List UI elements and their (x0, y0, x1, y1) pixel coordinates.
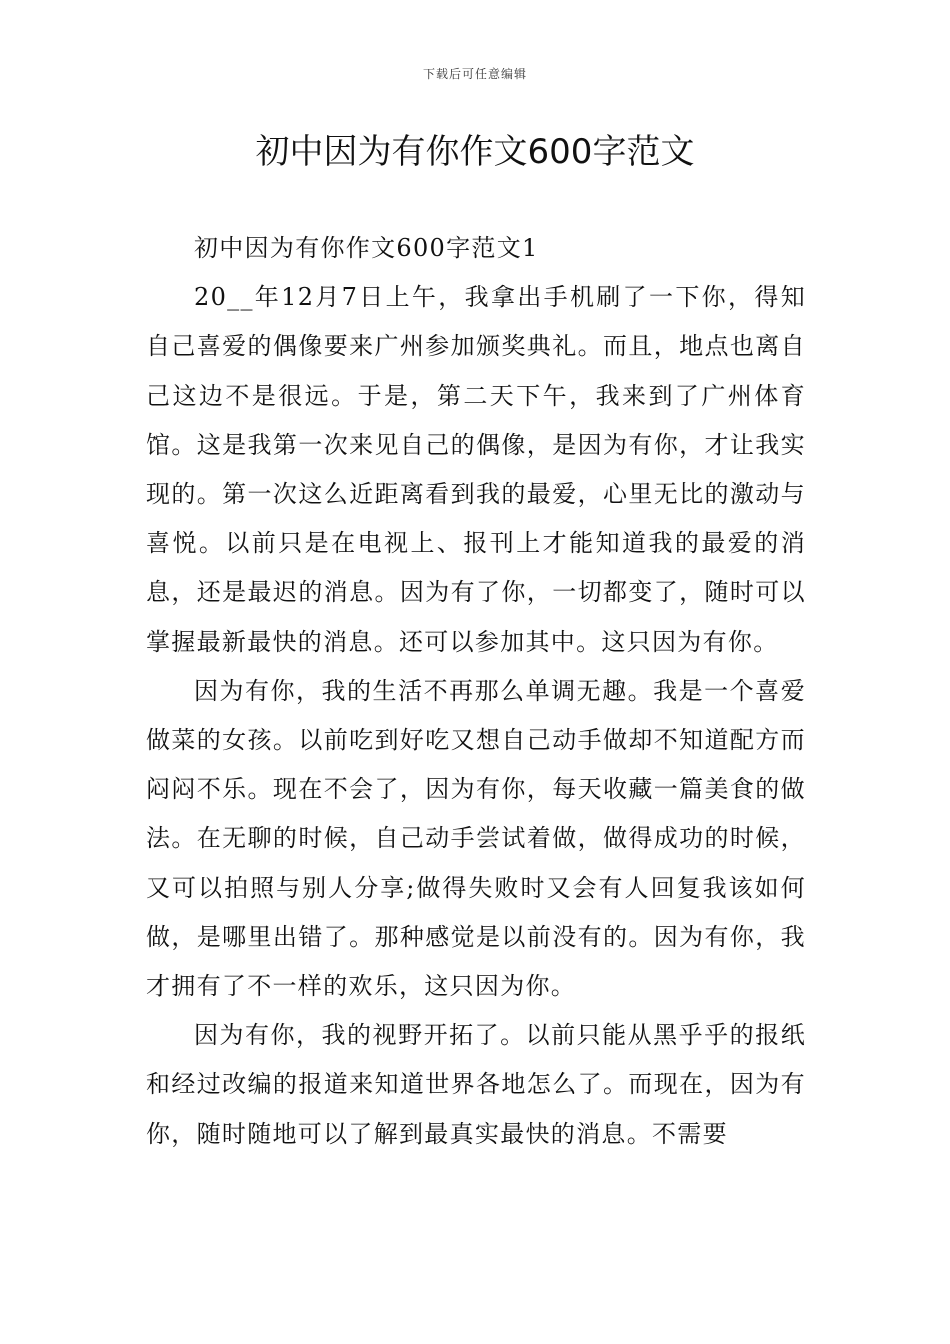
body-paragraph-2: 因为有你，我的生活不再那么单调无趣。我是一个喜爱做菜的女孩。以前吃到好吃又想自己动手做却不知道配方而闷闷不乐。现在不会了，因为有你，每天收藏一篇美食的做法。在无聊的时候，自己动手尝试着做，做得成功的时候，又可以拍照与别人分享;做得失败时又会有人回复我该如何做，是哪里出错了。那种感觉是以前没有的。因为有你，我才拥有了不一样的欢乐，这只因为你。 (146, 676, 806, 1001)
document-body (146, 224, 806, 1159)
document-title: 初中因为有你作文600字范文 (255, 132, 695, 172)
body-paragraph-1: 20__年12月7日上午，我拿出手机刷了一下你，得知自己喜爱的偶像要来广州参加颁奖典礼。而且，地点也离自己这边不是很远。于是，第二天下午，我来到了广州体育馆。这是我第一次来见自己的偶像，是因为有你，才让我实现的。第一次这么近距离看到我的最爱，心里无比的激动与喜悦。以前只是在电视上、报刊上才能知道我的最爱的消息，还是最迟的消息。因为有了你，一切都变了，随时可以掌握最新最快的消息。还可以参加其中。这只因为有你。 (146, 283, 806, 656)
subtitle-paragraph: 初中因为有你作文600字范文1 (194, 234, 539, 262)
body-paragraph-3: 因为有你，我的视野开拓了。以前只能从黑乎乎的报纸和经过改编的报道来知道世界各地怎么了。而现在，因为有你，随时随地可以了解到最真实最快的消息。不需要 (146, 1021, 806, 1148)
header-note: 下载后可任意编辑 (422, 67, 527, 81)
